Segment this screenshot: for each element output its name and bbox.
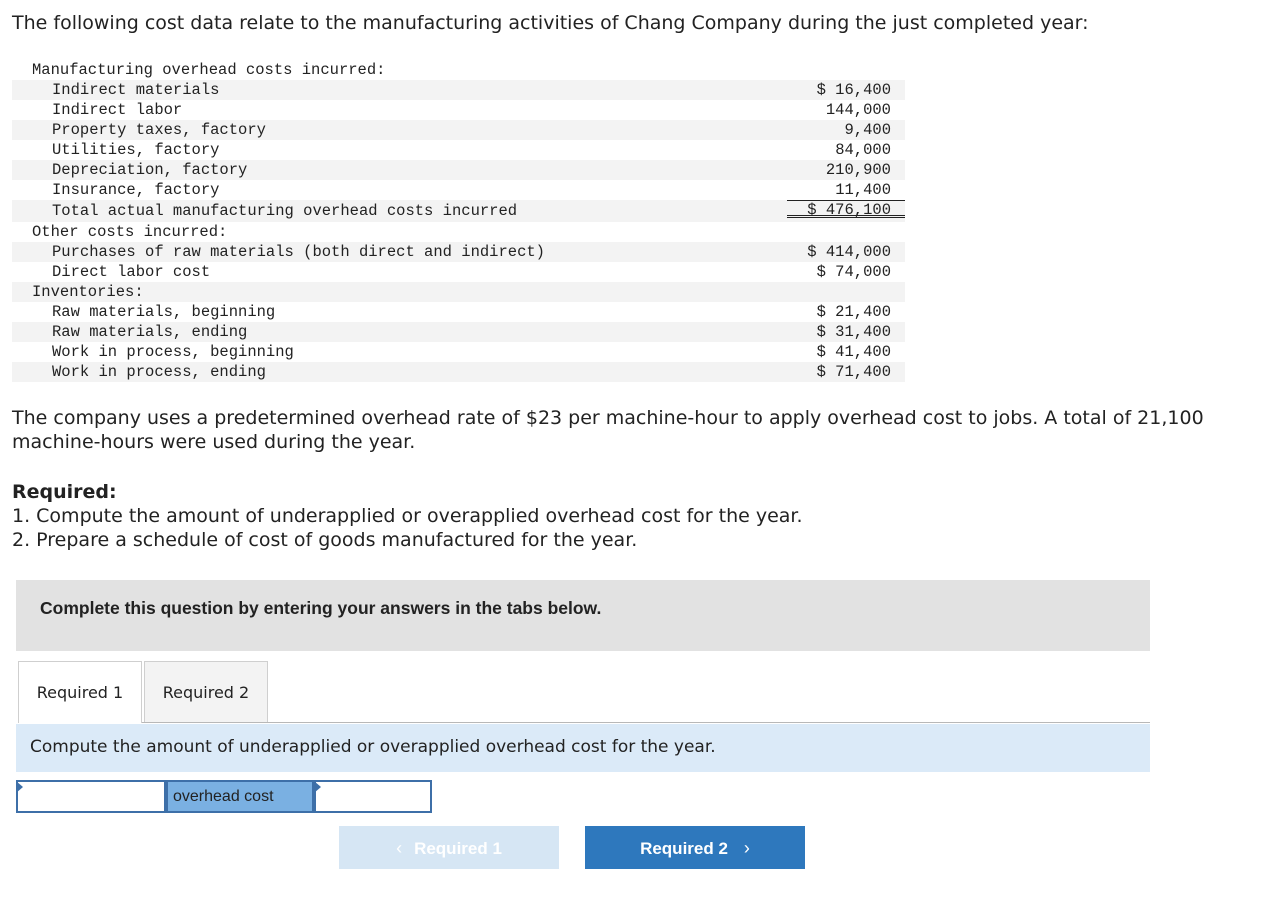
overhead-cost-label: overhead cost (166, 780, 314, 813)
tab-required-1[interactable]: Required 1 (18, 661, 142, 723)
intro-text: The following cost data relate to the manufacturing activities of Chang Company during the just completed year: (12, 12, 1089, 34)
overhead-rate-paragraph: The company uses a predetermined overhead rate of $23 per machine-hour to apply overhead cost to jobs. A total of 21,100 machine-hours were used during the year. (12, 407, 1204, 453)
required-heading: Required: (12, 481, 117, 503)
required-item-2: 2. Prepare a schedule of cost of goods manufactured for the year. (12, 529, 638, 551)
overhead-status-input[interactable] (314, 780, 432, 813)
prev-button-label: Required 1 (414, 839, 502, 858)
section-header-other-costs: Other costs incurred: (32, 223, 228, 241)
required-item-1: 1. Compute the amount of underapplied or overapplied overhead cost for the year. (12, 505, 803, 527)
table-row: Indirect materials $ 16,400 (12, 80, 905, 100)
tab-divider (142, 722, 1150, 723)
input-flag-icon (314, 781, 321, 793)
tab-instruction-text: Compute the amount of underapplied or overapplied overhead cost for the year. (30, 737, 716, 757)
chevron-left-icon: ‹ (396, 838, 403, 858)
instructions-banner (16, 580, 1150, 651)
chevron-right-icon: › (743, 838, 750, 858)
table-row: Raw materials, beginning $ 21,400 (52, 303, 891, 321)
table-row: Insurance, factory 11,400 (52, 181, 891, 199)
table-row: Depreciation, factory 210,900 (12, 160, 905, 180)
required-section (12, 480, 803, 552)
cost-data-table (12, 60, 905, 382)
instructions-banner-text: Complete this question by entering your answers in the tabs below. (40, 598, 602, 618)
section-header-overhead: Manufacturing overhead costs incurred: (32, 61, 386, 79)
table-row: Indirect labor 144,000 (52, 101, 891, 119)
overhead-amount-input[interactable] (16, 780, 166, 813)
section-header-inventories: Inventories: (12, 282, 905, 302)
table-row: Raw materials, ending $ 31,400 (12, 322, 905, 342)
total-overhead-row: Total actual manufacturing overhead costs incurred $ 476,100 (12, 200, 905, 222)
tab-required-2[interactable]: Required 2 (144, 661, 268, 723)
tab-instruction-panel (16, 724, 1150, 772)
table-row: Purchases of raw materials (both direct and indirect) $ 414,000 (12, 242, 905, 262)
table-row: Work in process, beginning $ 41,400 (52, 343, 891, 361)
input-flag-icon (16, 781, 23, 793)
table-row: Property taxes, factory 9,400 (12, 120, 905, 140)
table-row: Utilities, factory 84,000 (52, 141, 891, 159)
next-required-button[interactable] (585, 826, 805, 869)
next-button-label: Required 2 (640, 839, 728, 858)
prev-required-button[interactable] (339, 826, 559, 869)
table-row: Work in process, ending $ 71,400 (12, 362, 905, 382)
table-row: Direct labor cost $ 74,000 (52, 263, 891, 281)
